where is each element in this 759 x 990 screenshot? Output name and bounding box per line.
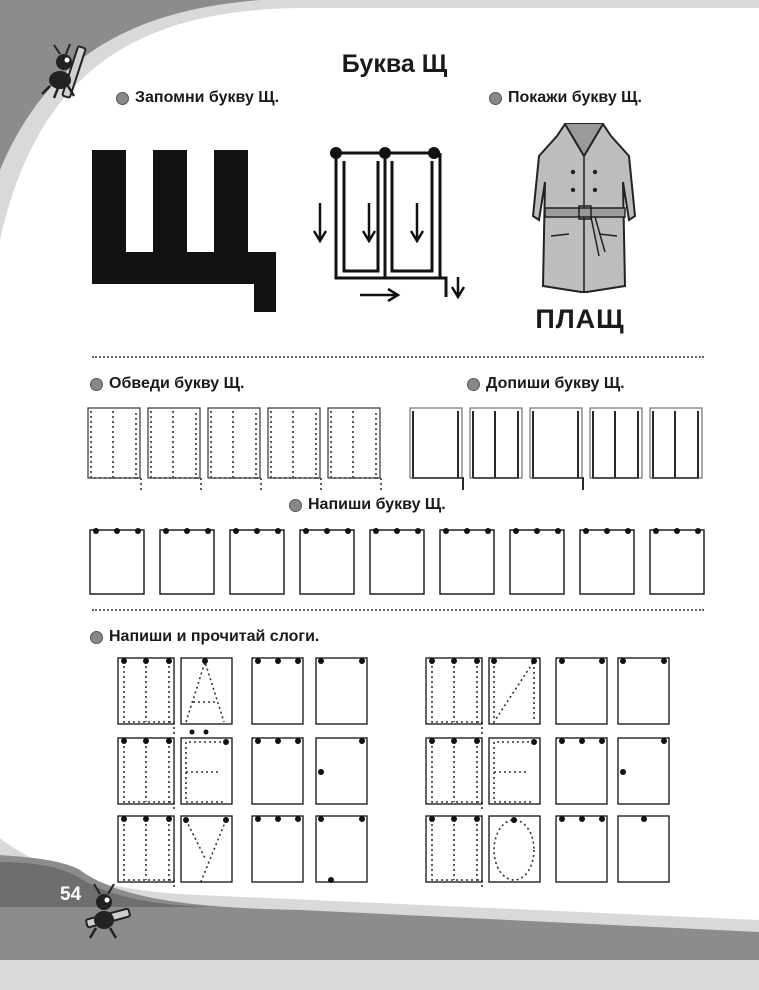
ant-with-pencil-icon [82,880,132,940]
section-heading-show [489,89,642,107]
complete-letter-row[interactable] [410,408,710,493]
dotted-separator [92,609,704,611]
heading-text: Покажи букву Щ. [508,89,642,106]
bullet-icon [489,92,502,105]
bullet-icon [289,499,302,512]
heading-text: Запомни букву Щ. [135,89,280,106]
section-heading-remember [116,89,279,107]
coat-word: ПЛАЩ [535,304,625,334]
coat-illustration [525,116,643,296]
syllable-grid-right[interactable] [426,658,686,888]
bullet-icon [90,378,103,391]
page-title: Буква Щ [341,50,448,78]
heading-text: Напиши и прочитай слоги. [109,628,320,645]
arrow-down-icon [314,203,326,241]
heading-text: Допиши букву Щ. [486,375,625,392]
section-heading-complete [467,375,625,393]
trace-letter-row[interactable] [88,408,388,493]
section-heading-trace [90,375,244,393]
letter-stroke-diagram [312,145,472,305]
section-heading-write [289,496,446,514]
section-heading-syllables [90,628,319,646]
heading-text: Напиши букву Щ. [308,496,446,513]
syllable-grid-left[interactable] [118,658,378,888]
bullet-icon [116,92,129,105]
bullet-icon [90,631,103,644]
page-number: 54 [60,884,82,905]
dotted-separator [92,356,704,358]
bullet-icon [467,378,480,391]
heading-text: Обведи букву Щ. [109,375,245,392]
big-letter [92,150,292,315]
write-letter-row[interactable] [88,528,708,598]
